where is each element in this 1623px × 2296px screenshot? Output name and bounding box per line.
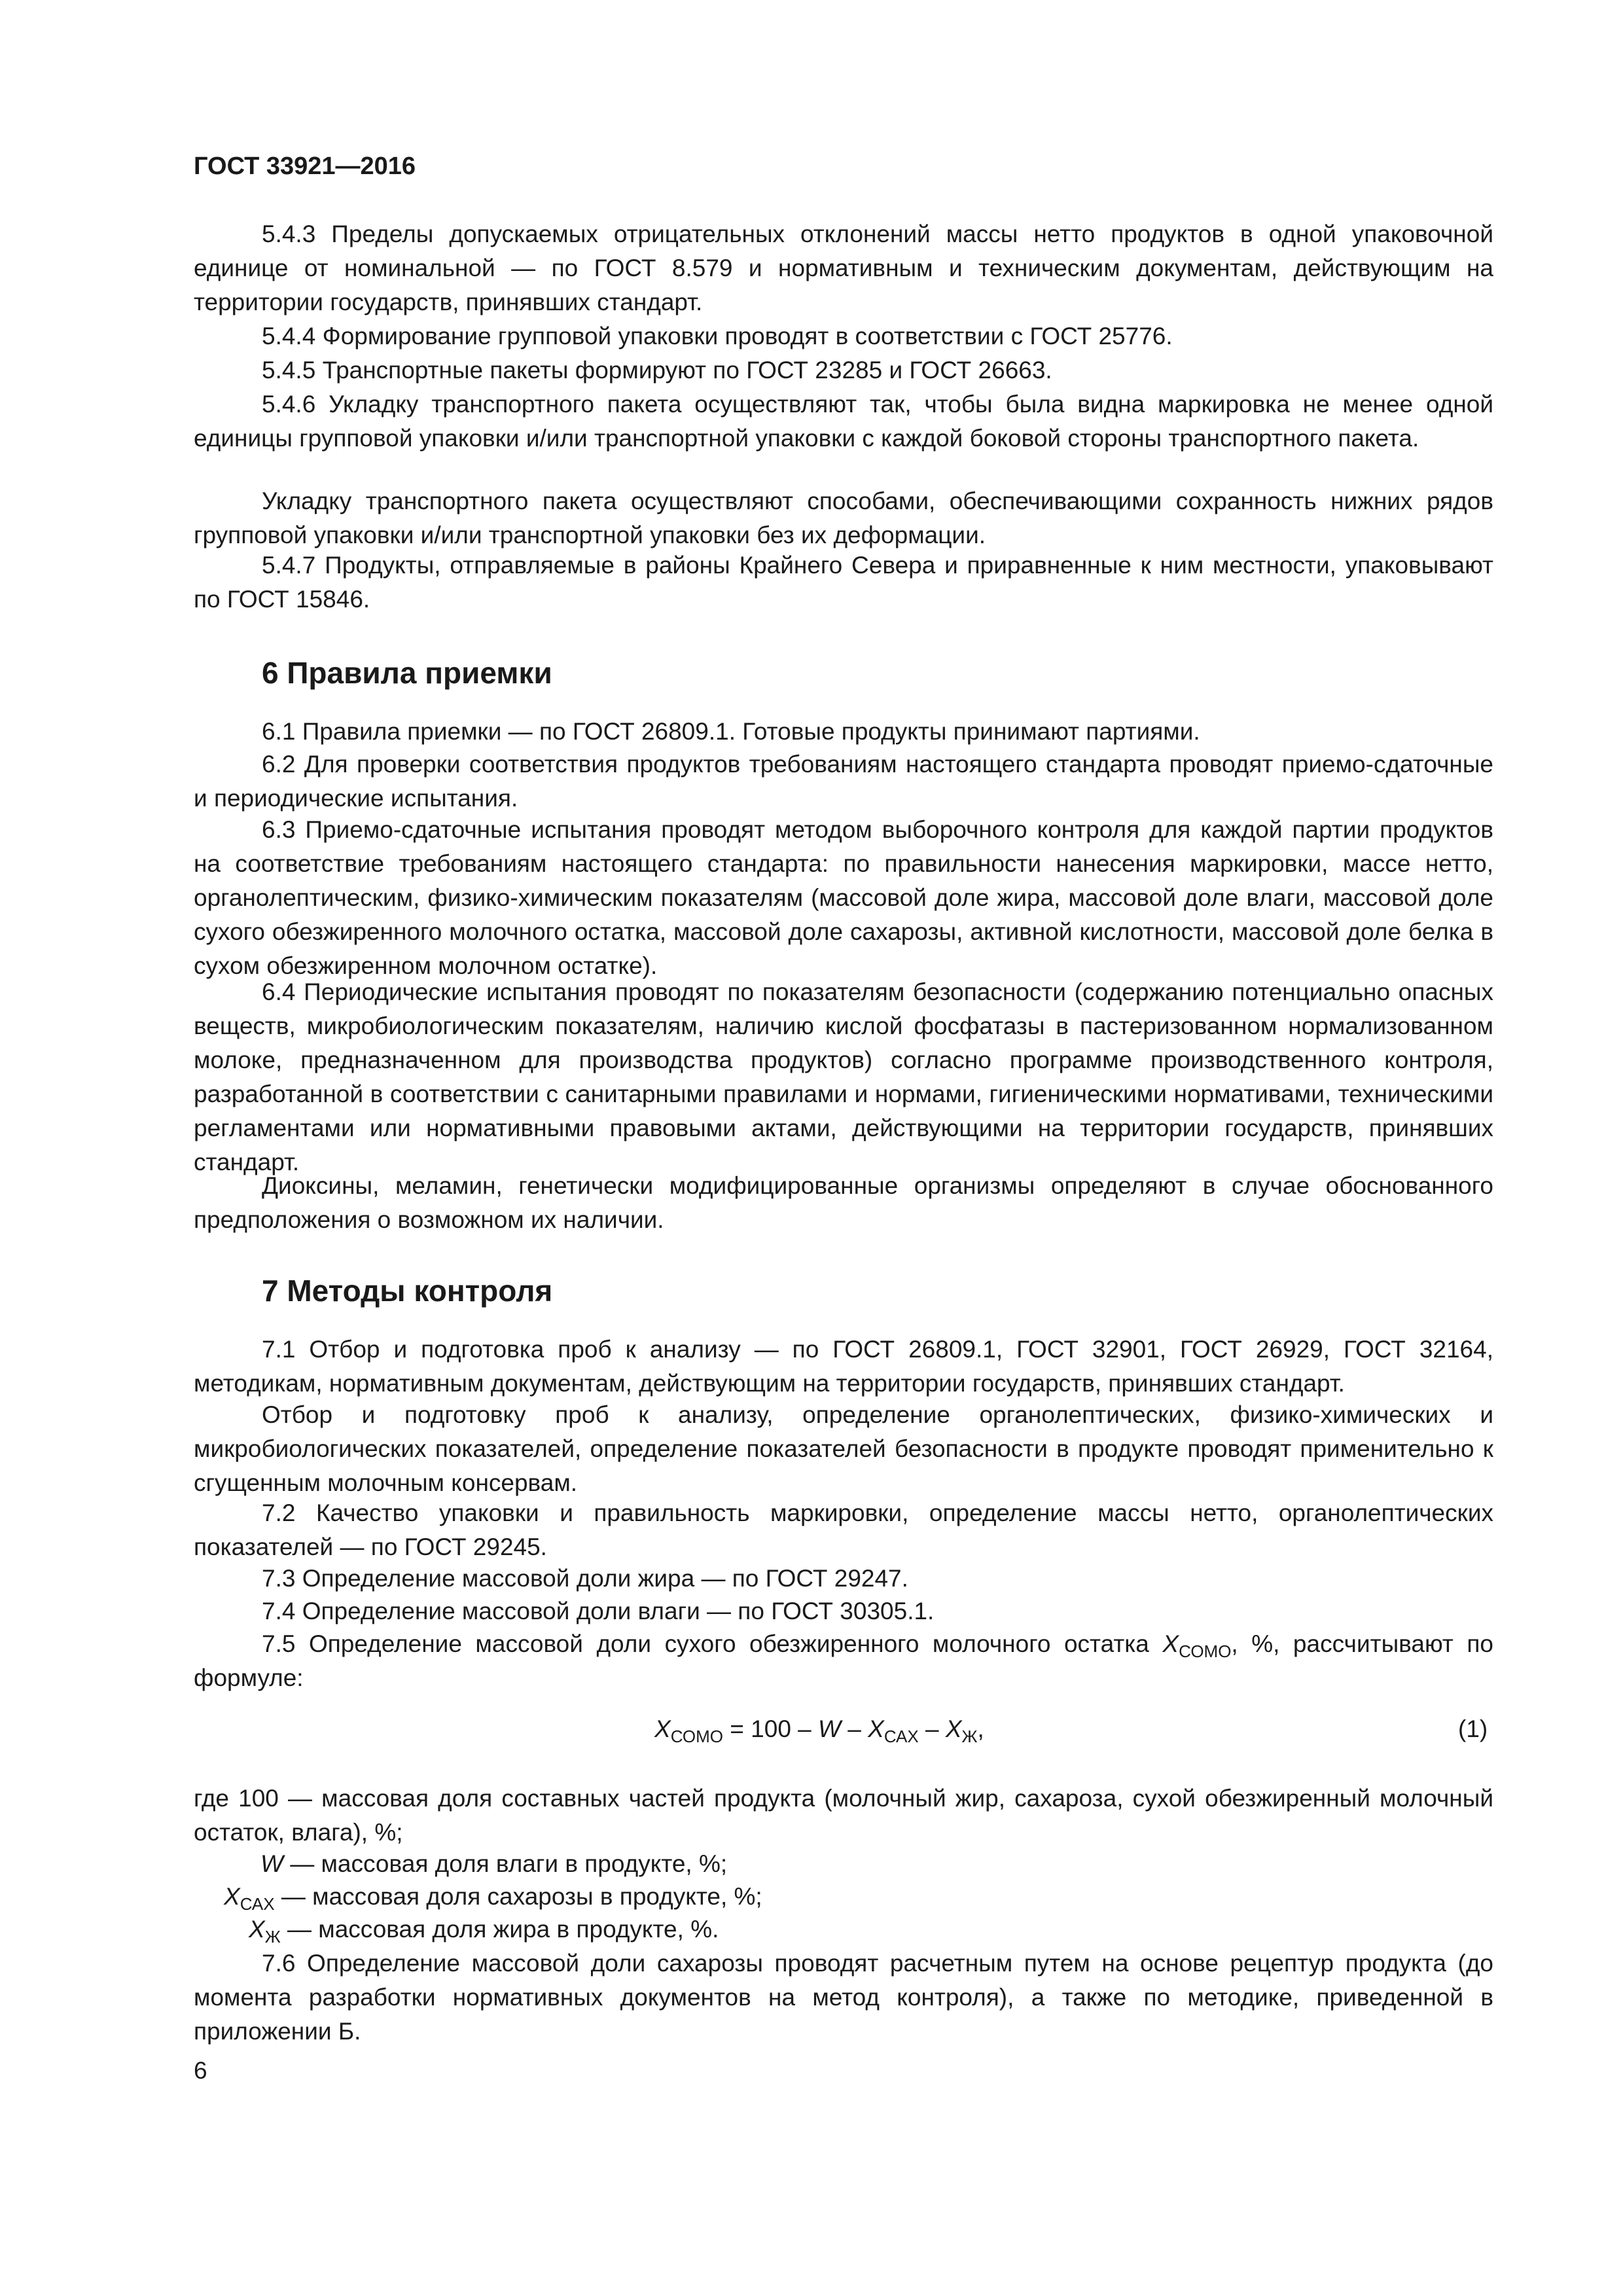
page-number: 6	[194, 2057, 207, 2084]
section-7-heading: 7 Методы контроля	[262, 1274, 553, 1308]
paragraph-6-3: 6.3 Приемо-сдаточные испытания проводят методом выборочного контроля для каждой партии продуктов на соответствие требованиям настоящего стандарта: по правильности нанесения маркировки, массе нетто, органолептическим, физико-химическим показателям (массовой доле жира, массовой доле влаги, массовой доле сухого обезжиренного молочного остатка, массовой доле сахарозы, активной кислотности, массовой доле белка в сухом обезжиренном молочном остатке).	[194, 816, 1493, 979]
paragraph-5-4-6: 5.4.6 Укладку транспортного пакета осуществляют так, чтобы была видна маркировка не менее одной единицы групповой упаковки и/или транспортной упаковки с каждой боковой стороны транспортного пакета.	[194, 391, 1493, 452]
paragraph-6-4-cont: Диоксины, меламин, генетически модифицированные организмы определяют в случае обоснованного предположения о возможном их наличии.	[194, 1172, 1493, 1233]
paragraph-7-6: 7.6 Определение массовой доли сахарозы проводят расчетным путем на основе рецептур продукта (до момента разработки нормативных документов на метод контроля), а также по методике, приведенной в приложении Б.	[194, 1950, 1493, 2045]
where-sax: $X_{САХ}$ — массовая доля сахарозы в продукте, %;	[224, 1883, 762, 1914]
where-w: W — массовая доля влаги в продукте, %;	[260, 1850, 728, 1877]
formula-1: $X_{СОМО} = 100 - W - X_{САХ} - X_Ж$,	[654, 1715, 984, 1746]
paragraph-6-2: 6.2 Для проверки соответствия продуктов требованиям настоящего стандарта проводят приемо-сдаточные и периодические испытания.	[194, 751, 1493, 812]
paragraph-5-4-4: 5.4.4 Формирование групповой упаковки проводят в соответствии с ГОСТ 25776.	[262, 323, 1173, 350]
document-header: ГОСТ 33921—2016	[194, 152, 416, 180]
paragraph-5-4-3: 5.4.3 Пределы допускаемых отрицательных отклонений массы нетто продуктов в одной упаковочной единице от номинальной — по ГОСТ 8.579 и нормативным и техническим документам, действующим на территории государств, принявших стандарт.	[194, 221, 1493, 315]
paragraph-5-4-7: 5.4.7 Продукты, отправляемые в районы Крайнего Севера и приравненные к ним местности, упаковывают по ГОСТ 15846.	[194, 552, 1493, 613]
paragraph-7-4: 7.4 Определение массовой доли влаги — по ГОСТ 30305.1.	[262, 1598, 935, 1624]
where-zh: $X_Ж$ — массовая доля жира в продукте, %.	[249, 1916, 719, 1946]
paragraph-7-5: 7.5 Определение массовой доли сухого обезжиренного молочного остатка $X_{СОМО}$, %, рассчитывают по формуле:	[194, 1630, 1494, 1691]
paragraph-7-1: 7.1 Отбор и подготовка проб к анализу — по ГОСТ 26809.1, ГОСТ 32901, ГОСТ 26929, ГОСТ 32164, методикам, нормативным документам, действующим на территории государств, принявших стандарт.	[194, 1336, 1493, 1397]
paragraph-7-1-cont: Отбор и подготовку проб к анализу, определение органолептических, физико-химических и микробиологических показателей, определение показателей безопасности в продукте проводят применительно к сгущенным молочным консервам.	[194, 1401, 1493, 1496]
where-100: где 100 — массовая доля составных частей продукта (молочный жир, сахароза, сухой обезжиренный молочный остаток, влага), %;	[194, 1785, 1493, 1846]
paragraph-5-4-6-cont: Укладку транспортного пакета осуществляют способами, обеспечивающими сохранность нижних рядов групповой упаковки и/или транспортной упаковки без их деформации.	[194, 488, 1493, 548]
paragraph-7-3: 7.3 Определение массовой доли жира — по ГОСТ 29247.	[262, 1565, 908, 1592]
paragraph-6-1: 6.1 Правила приемки — по ГОСТ 26809.1. Готовые продукты принимают партиями.	[262, 718, 1200, 745]
section-6-heading: 6 Правила приемки	[262, 656, 552, 690]
paragraph-5-4-5: 5.4.5 Транспортные пакеты формируют по ГОСТ 23285 и ГОСТ 26663.	[262, 357, 1052, 384]
formula-number: (1)	[1458, 1715, 1488, 1742]
paragraph-7-2: 7.2 Качество упаковки и правильность маркировки, определение массы нетто, органолептических показателей — по ГОСТ 29245.	[194, 1499, 1493, 1560]
paragraph-6-4: 6.4 Периодические испытания проводят по показателям безопасности (содержанию потенциально опасных веществ, микробиологическим показателям, наличию кислой фосфатазы в пастеризованном нормализованном молоке, предназначенном для производства продуктов) согласно программе производственного контроля, разработанной в соответствии с санитарными правилами и нормами, гигиеническими нормативами, техническими регламентами или нормативными правовыми актами, действующими на территории государств, принявших стандарт.	[194, 978, 1493, 1175]
